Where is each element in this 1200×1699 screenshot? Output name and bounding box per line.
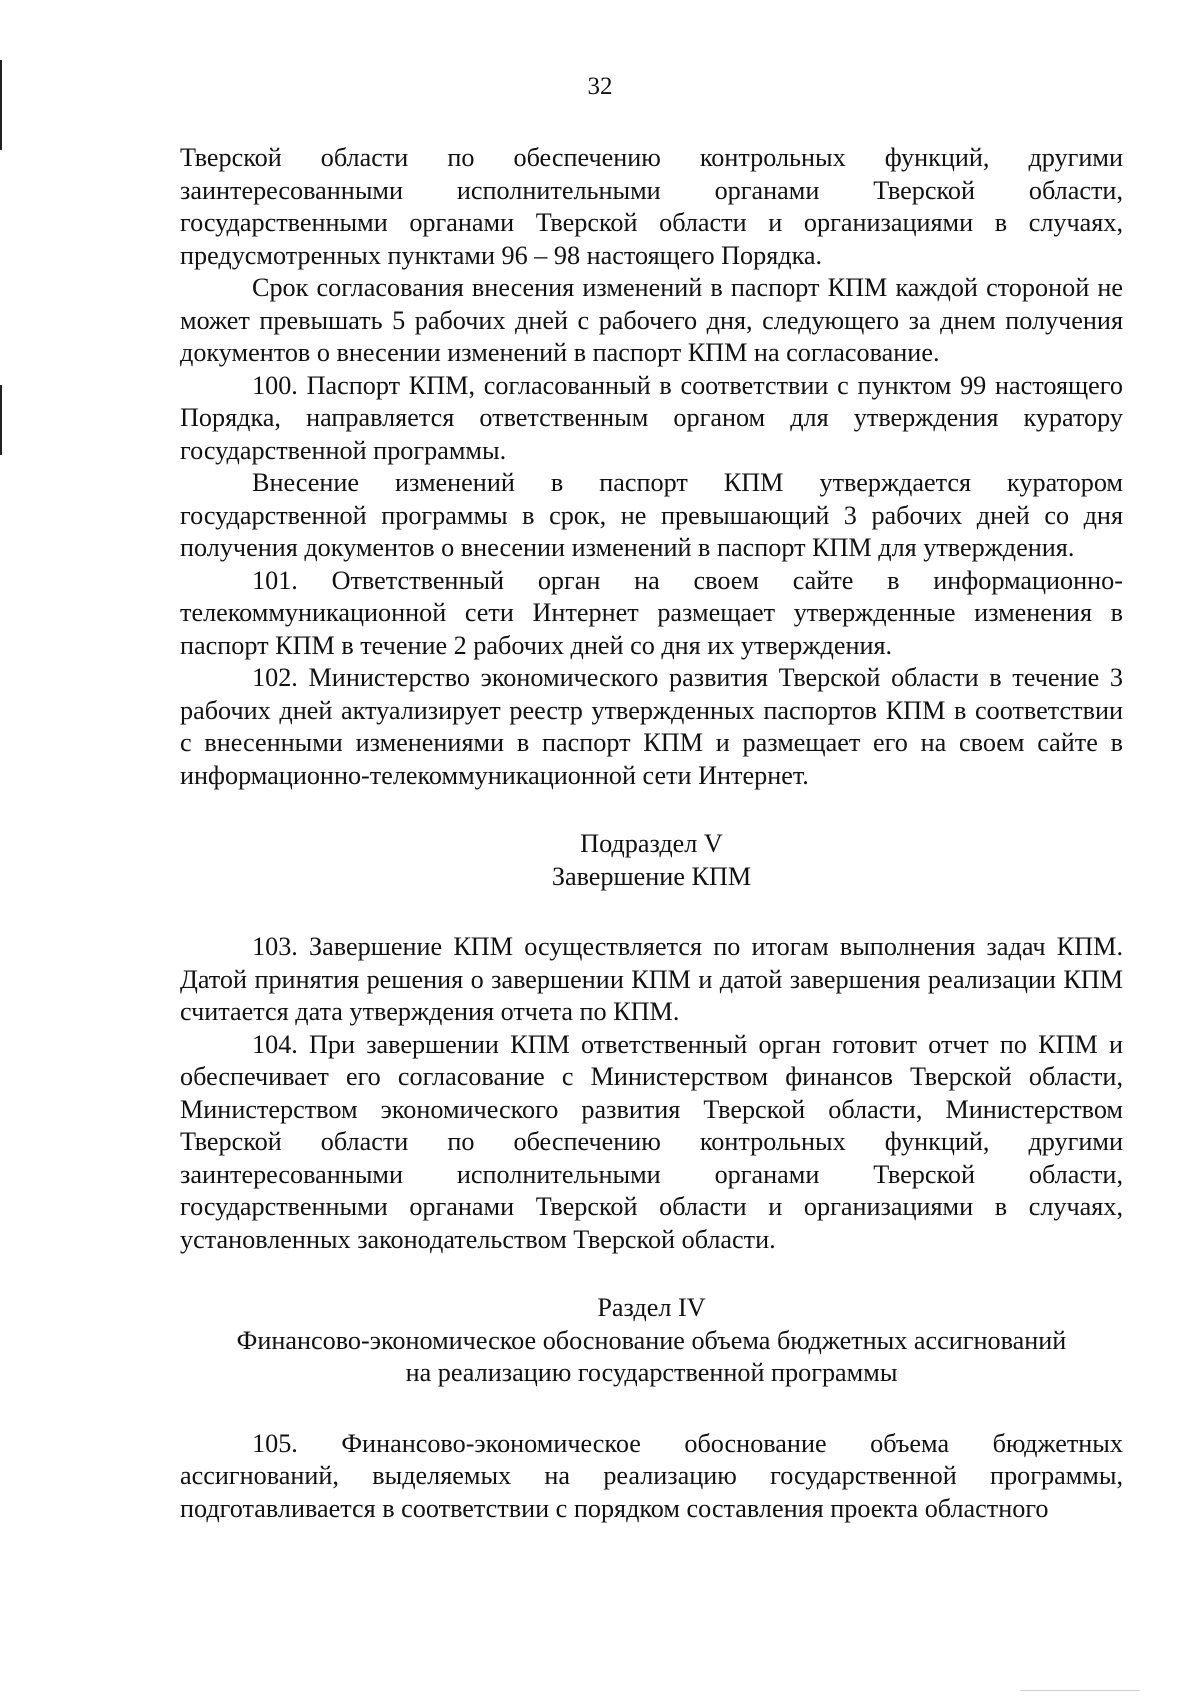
- document-body: [180, 142, 1123, 1525]
- paragraph-105: 105. Финансово-экономическое обоснование объема бюджетных ассигнований, выделяемых на реализацию государственной программы, подготавливается в соответствии с порядком составления проекта областного: [180, 1428, 1123, 1523]
- spacer: [180, 1256, 1123, 1292]
- spacer: [180, 893, 1123, 931]
- paragraph-102: 102. Министерство экономического развития Тверской области в течение 3 рабочих дней актуализирует реестр утвержденных паспортов КПМ в соответствии с внесенными изменениями в паспорт КПМ и размещает его на своем сайте в информационно-телекоммуникационной сети Интернет.: [180, 663, 1123, 790]
- paragraph-100: 100. Паспорт КПМ, согласованный в соответствии с пунктом 99 настоящего Порядка, направляется ответственным органом для утверждения куратору государственной программы.: [180, 370, 1123, 465]
- paragraph-changes-approval: Внесение изменений в паспорт КПМ утверждается куратором государственной программы в срок, не превышающий 3 рабочих дней со дня получения документов о внесении изменений в паспорт КПМ для утверждения.: [180, 468, 1123, 562]
- spacer: [180, 792, 1123, 828]
- paragraph-continuation: Тверской области по обеспечению контрольных функций, другими заинтересованными исполнительными органами Тверской области, государственными органами Тверской области и организациями в случаях, предусмотренных пунктами 96 – 98 настоящего Порядка.: [180, 143, 1123, 270]
- subsection-title: Завершение КПМ: [551, 861, 752, 891]
- paragraph-approval-term: Срок согласования внесения изменений в паспорт КПМ каждой стороной не может превышать 5 рабочих дней с рабочего дня, следующего за днем получения документов о внесении изменений в паспорт КПМ на согласование.: [180, 273, 1123, 367]
- subsection-label: Подраздел V: [580, 829, 723, 858]
- spacer: [180, 1390, 1123, 1428]
- section-title-line-2: на реализацию государственной программы: [405, 1358, 898, 1387]
- section-label: Раздел IV: [597, 1293, 706, 1322]
- scan-edge-mark-middle: [0, 385, 2, 455]
- scan-bottom-rule: [1020, 1690, 1140, 1691]
- page-number: 32: [587, 73, 613, 100]
- paragraph-103: 103. Завершение КПМ осуществляется по итогам выполнения задач КПМ. Датой принятия решения о завершении КПМ и датой завершения реализации КПМ считается дата утверждения отчета по КПМ.: [180, 932, 1123, 1026]
- paragraph-104: 104. При завершении КПМ ответственный орган готовит отчет по КПМ и обеспечивает его согласование с Министерством финансов Тверской области, Министерством экономического развития Тверской области, Министерством Тверской области по обеспечению контрольных функций, другими заинтересованными исполнительными органами Тверской области, государственными органами Тверской области и организациями в случаях, установленных законодательством Тверской области.: [180, 1029, 1123, 1254]
- paragraph-101: 101. Ответственный орган на своем сайте в информационно-телекоммуникационной сети Интернет размещает утвержденные изменения в паспорт КПМ в течение 2 рабочих дней со дня их утверждения.: [180, 565, 1123, 660]
- section-title-line-1: Финансово-экономическое обоснование объема бюджетных ассигнований: [236, 1325, 1067, 1355]
